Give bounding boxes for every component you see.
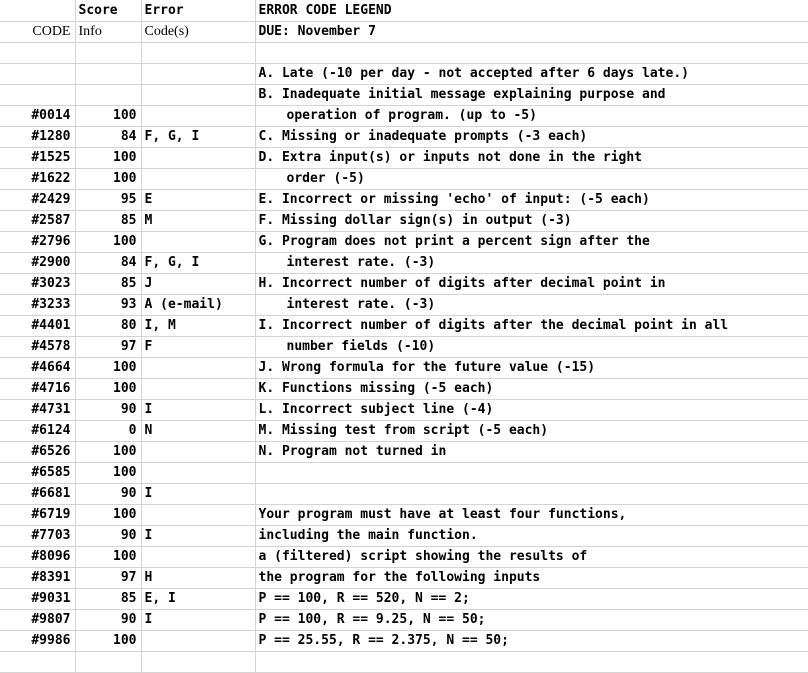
student-code-cell[interactable]: #1525 [0, 147, 75, 168]
student-code-cell[interactable]: #2900 [0, 252, 75, 273]
score-cell[interactable]: 100 [75, 378, 141, 399]
student-code-cell[interactable]: #6585 [0, 462, 75, 483]
header-code-1 [0, 0, 75, 21]
student-code-cell[interactable]: #1280 [0, 126, 75, 147]
legend-cell[interactable]: the program for the following inputs [255, 567, 808, 588]
table-row [0, 420, 808, 441]
score-cell[interactable]: 0 [75, 420, 141, 441]
table-row [0, 441, 808, 462]
error-codes-cell[interactable]: I [141, 483, 255, 504]
header-error-codes: Code(s) [141, 21, 255, 42]
header-row-2 [0, 21, 808, 42]
student-code-cell[interactable] [0, 42, 75, 63]
error-codes-cell[interactable] [141, 105, 255, 126]
legend-cell[interactable]: B. Inadequate initial message explaining purpose and [255, 84, 808, 105]
table-row [0, 63, 808, 84]
error-codes-cell[interactable]: H [141, 567, 255, 588]
legend-cell[interactable]: J. Wrong formula for the future value (-15) [255, 357, 808, 378]
error-codes-cell[interactable] [141, 378, 255, 399]
header-code: CODE [0, 21, 75, 42]
student-code-cell[interactable]: #4731 [0, 399, 75, 420]
error-codes-cell[interactable] [141, 84, 255, 105]
score-cell[interactable]: 85 [75, 210, 141, 231]
error-codes-cell[interactable] [141, 63, 255, 84]
score-cell[interactable] [75, 42, 141, 63]
student-code-cell[interactable] [0, 651, 75, 672]
header-score: Score [75, 0, 141, 21]
score-cell[interactable]: 100 [75, 504, 141, 525]
legend-cell[interactable]: L. Incorrect subject line (-4) [255, 399, 808, 420]
legend-title: ERROR CODE LEGEND [255, 0, 808, 21]
table-row [0, 399, 808, 420]
student-code-cell[interactable]: #3233 [0, 294, 75, 315]
error-codes-cell[interactable] [141, 504, 255, 525]
error-codes-cell[interactable] [141, 42, 255, 63]
student-code-cell[interactable]: #8096 [0, 546, 75, 567]
error-codes-cell[interactable]: F [141, 336, 255, 357]
error-codes-cell[interactable] [141, 441, 255, 462]
score-cell[interactable]: 97 [75, 336, 141, 357]
error-codes-cell[interactable] [141, 168, 255, 189]
score-cell[interactable]: 85 [75, 588, 141, 609]
error-codes-cell[interactable]: A (e-mail) [141, 294, 255, 315]
student-code-cell[interactable]: #9031 [0, 588, 75, 609]
score-cell[interactable]: 100 [75, 357, 141, 378]
error-codes-cell[interactable]: F, G, I [141, 252, 255, 273]
score-cell[interactable]: 84 [75, 126, 141, 147]
score-cell[interactable]: 90 [75, 483, 141, 504]
score-cell[interactable]: 80 [75, 315, 141, 336]
legend-cell[interactable]: P == 100, R == 9.25, N == 50; [255, 609, 808, 630]
table-row [0, 462, 808, 483]
student-code-cell[interactable]: #9807 [0, 609, 75, 630]
table-row [0, 147, 808, 168]
table-row [0, 504, 808, 525]
table-row [0, 231, 808, 252]
legend-cell[interactable]: E. Incorrect or missing 'echo' of input: (-5 each) [255, 189, 808, 210]
legend-cell[interactable]: M. Missing test from script (-5 each) [255, 420, 808, 441]
score-cell[interactable]: 100 [75, 168, 141, 189]
header-score-info: Info [75, 21, 141, 42]
student-code-cell[interactable] [0, 84, 75, 105]
score-cell[interactable]: 84 [75, 252, 141, 273]
legend-cell[interactable]: a (filtered) script showing the results of [255, 546, 808, 567]
error-codes-cell[interactable] [141, 546, 255, 567]
legend-cell[interactable]: F. Missing dollar sign(s) in output (-3) [255, 210, 808, 231]
table-row [0, 105, 808, 126]
header-row-1 [0, 0, 808, 21]
student-code-cell[interactable]: #8391 [0, 567, 75, 588]
legend-cell[interactable] [255, 462, 808, 483]
error-codes-cell[interactable]: I [141, 609, 255, 630]
table-row [0, 42, 808, 63]
score-cell[interactable]: 100 [75, 630, 141, 651]
error-codes-cell[interactable] [141, 231, 255, 252]
table-row [0, 273, 808, 294]
error-codes-cell[interactable]: E [141, 189, 255, 210]
table-row [0, 378, 808, 399]
score-cell[interactable]: 100 [75, 441, 141, 462]
student-code-cell[interactable]: #6681 [0, 483, 75, 504]
error-codes-cell[interactable]: I [141, 399, 255, 420]
table-row [0, 483, 808, 504]
error-codes-cell[interactable]: M [141, 210, 255, 231]
table-row [0, 609, 808, 630]
table-row [0, 210, 808, 231]
legend-cell[interactable]: G. Program does not print a percent sign after the [255, 231, 808, 252]
score-cell[interactable]: 97 [75, 567, 141, 588]
table-row [0, 252, 808, 273]
table-row [0, 630, 808, 651]
legend-cell[interactable]: order (-5) [255, 168, 808, 189]
table-row [0, 357, 808, 378]
score-cell[interactable]: 85 [75, 273, 141, 294]
score-cell[interactable]: 100 [75, 231, 141, 252]
legend-cell[interactable]: number fields (-10) [255, 336, 808, 357]
score-cell[interactable]: 90 [75, 399, 141, 420]
error-codes-cell[interactable] [141, 630, 255, 651]
student-code-cell[interactable]: #7703 [0, 525, 75, 546]
legend-cell[interactable] [255, 651, 808, 672]
table-row [0, 588, 808, 609]
error-codes-cell[interactable]: I [141, 525, 255, 546]
student-code-cell[interactable]: #6719 [0, 504, 75, 525]
error-codes-cell[interactable]: E, I [141, 588, 255, 609]
table-row [0, 336, 808, 357]
legend-cell[interactable]: P == 100, R == 520, N == 2; [255, 588, 808, 609]
table-row [0, 168, 808, 189]
error-codes-cell[interactable]: F, G, I [141, 126, 255, 147]
student-code-cell[interactable]: #4664 [0, 357, 75, 378]
student-code-cell[interactable]: #4716 [0, 378, 75, 399]
student-code-cell[interactable]: #2587 [0, 210, 75, 231]
legend-cell[interactable]: P == 25.55, R == 2.375, N == 50; [255, 630, 808, 651]
error-codes-cell[interactable]: N [141, 420, 255, 441]
student-code-cell[interactable]: #0014 [0, 105, 75, 126]
legend-cell[interactable]: I. Incorrect number of digits after the decimal point in all [255, 315, 808, 336]
score-cell[interactable]: 95 [75, 189, 141, 210]
score-cell[interactable]: 90 [75, 609, 141, 630]
error-codes-cell[interactable] [141, 651, 255, 672]
error-codes-cell[interactable]: J [141, 273, 255, 294]
legend-cell[interactable]: A. Late (-10 per day - not accepted after 6 days late.) [255, 63, 808, 84]
student-code-cell[interactable] [0, 63, 75, 84]
header-error: Error [141, 0, 255, 21]
table-row [0, 84, 808, 105]
score-cell[interactable]: 100 [75, 546, 141, 567]
student-code-cell[interactable]: #3023 [0, 273, 75, 294]
student-code-cell[interactable]: #1622 [0, 168, 75, 189]
score-cell[interactable]: 100 [75, 105, 141, 126]
table-row [0, 546, 808, 567]
score-cell[interactable] [75, 84, 141, 105]
legend-cell[interactable]: K. Functions missing (-5 each) [255, 378, 808, 399]
student-code-cell[interactable]: #2429 [0, 189, 75, 210]
error-codes-cell[interactable] [141, 147, 255, 168]
score-cell[interactable]: 100 [75, 462, 141, 483]
legend-cell[interactable] [255, 42, 808, 63]
legend-cell[interactable]: Your program must have at least four functions, [255, 504, 808, 525]
legend-cell[interactable] [255, 483, 808, 504]
legend-cell[interactable]: interest rate. (-3) [255, 252, 808, 273]
student-code-cell[interactable]: #2796 [0, 231, 75, 252]
table-row [0, 525, 808, 546]
legend-cell[interactable]: N. Program not turned in [255, 441, 808, 462]
error-codes-cell[interactable] [141, 357, 255, 378]
legend-cell[interactable]: C. Missing or inadequate prompts (-3 each) [255, 126, 808, 147]
legend-cell[interactable]: operation of program. (up to -5) [255, 105, 808, 126]
student-code-cell[interactable]: #4578 [0, 336, 75, 357]
score-cell[interactable] [75, 651, 141, 672]
legend-cell[interactable]: including the main function. [255, 525, 808, 546]
error-codes-cell[interactable]: I, M [141, 315, 255, 336]
legend-cell[interactable]: D. Extra input(s) or inputs not done in the right [255, 147, 808, 168]
table-row [0, 315, 808, 336]
student-code-cell[interactable]: #6526 [0, 441, 75, 462]
student-code-cell[interactable]: #6124 [0, 420, 75, 441]
table-row [0, 294, 808, 315]
legend-cell[interactable]: interest rate. (-3) [255, 294, 808, 315]
table-row [0, 651, 808, 672]
student-code-cell[interactable]: #9986 [0, 630, 75, 651]
table-row [0, 126, 808, 147]
score-cell[interactable] [75, 63, 141, 84]
error-codes-cell[interactable] [141, 462, 255, 483]
table-row [0, 189, 808, 210]
student-code-cell[interactable]: #4401 [0, 315, 75, 336]
legend-cell[interactable]: H. Incorrect number of digits after decimal point in [255, 273, 808, 294]
due-date: DUE: November 7 [255, 21, 808, 42]
score-cell[interactable]: 93 [75, 294, 141, 315]
score-cell[interactable]: 90 [75, 525, 141, 546]
score-cell[interactable]: 100 [75, 147, 141, 168]
table-row [0, 567, 808, 588]
